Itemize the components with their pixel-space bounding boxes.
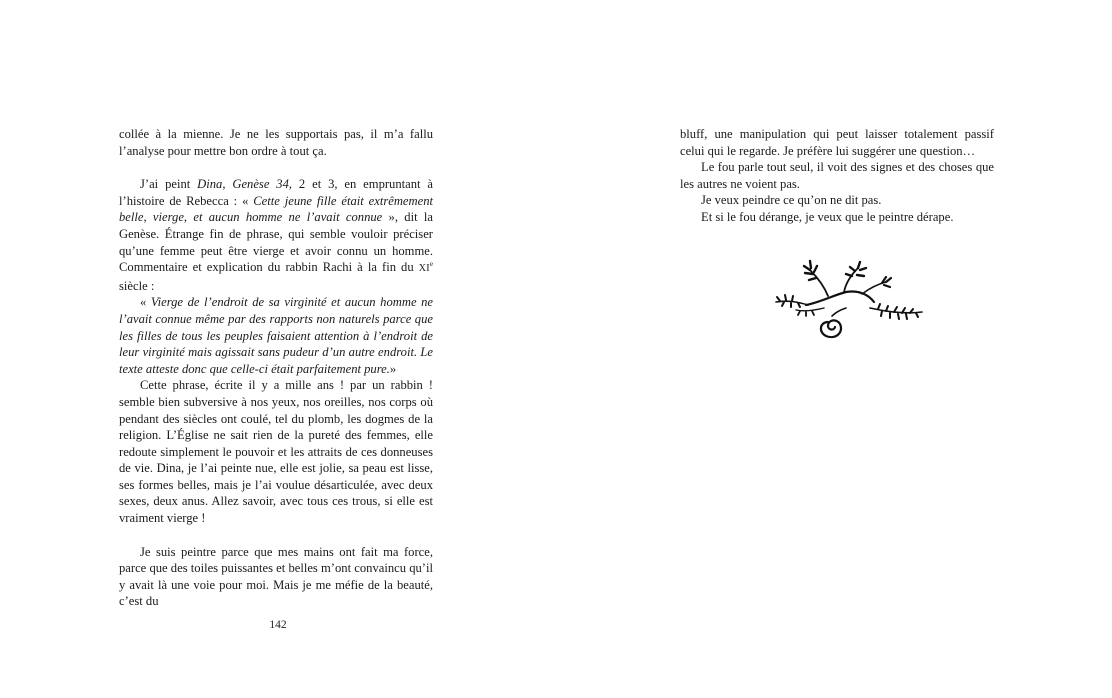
right-text-column [680, 126, 994, 226]
paragraph-4: Cette phrase, écrite il y a mille ans ! par un rabbin ! semble bien subversive à nos yeux, nos oreilles, nos corps où pendant des siècles ont coulé, tel du plomb, les dogmes de la religion. L’Église ne sait rien de la pureté des femmes, elle redoute simplement le pouvoir et les attraits de ces donneuses de vie. Dina, je l’ai peinte nue, elle est jolie, sa peau est lisse, ses formes belles, mais je l’ai voulue désarticulée, avec deux sexes, deux anus. Allez savoir, avec tous ces trous, si elle est vraiment vierge ! [119, 378, 433, 526]
italic-quote: Cette jeune fille était extrêmement belle, vierge, et aucun homme ne l’avait connue [119, 193, 433, 225]
text-run: », dit la Genèse. Étrange fin de phrase, qui semble vouloir préciser qu’une femme peut être vierge et avoir connu un homme. Commentaire et explication du rabbin Rachi à la fin du [119, 210, 433, 275]
paragraph-gap [119, 527, 433, 544]
page-number: 142 [269, 619, 287, 631]
text-run: , 2 et 3, en empruntant à l’histoire de Rebecca : « [119, 177, 434, 208]
century-numeral: XI [418, 263, 430, 275]
text-run: » [389, 361, 397, 376]
paragraph-4: Et si le fou dérange, je veux que le peintre dérape. [701, 209, 954, 224]
left-text-column [119, 126, 433, 610]
paragraph-2: Le fou parle tout seul, il voit des signes et des choses que les autres ne voient pas. [680, 160, 994, 191]
italic-quote: Vierge de l’endroit de sa virginité et aucun homme ne l’avait connue même par des rapports non naturels parce que les filles de tous les peuples faisaient attention à l’endroit de leur virginité mais agissait sans pudeur d’un autre endroit. Le texte atteste donc que celle-ci était parfaitement pure. [119, 295, 433, 376]
ink-flourish-ornament-icon [766, 250, 926, 345]
paragraph-2 [119, 176, 433, 294]
text-run: siècle : [119, 278, 155, 293]
text-run: J’ai peint [140, 177, 198, 192]
paragraph-5: Je suis peintre parce que mes mains ont fait ma force, parce que des toiles puissantes et belles m’ont convaincu qu’il y avait là une voie pour moi. Mais je me méfie de la beauté, c’est du [119, 544, 433, 609]
paragraph-gap [119, 159, 433, 176]
paragraph-1: bluff, une manipulation qui peut laisser totalement passif celui qui le regarde. Je préfère lui suggérer une question… [680, 127, 994, 158]
paragraph-3: Je veux peindre ce qu’on ne dit pas. [701, 193, 882, 208]
paragraph-1: collée à la mienne. Je ne les supportais pas, il m’a fallu l’analyse pour mettre bon ordre à tout ça. [119, 127, 433, 158]
text-run: « [140, 295, 151, 310]
paragraph-3-quote [119, 294, 433, 377]
italic-title: Dina, Genèse 34 [197, 177, 289, 192]
century-superscript: e [429, 259, 433, 268]
right-page [556, 0, 1112, 698]
